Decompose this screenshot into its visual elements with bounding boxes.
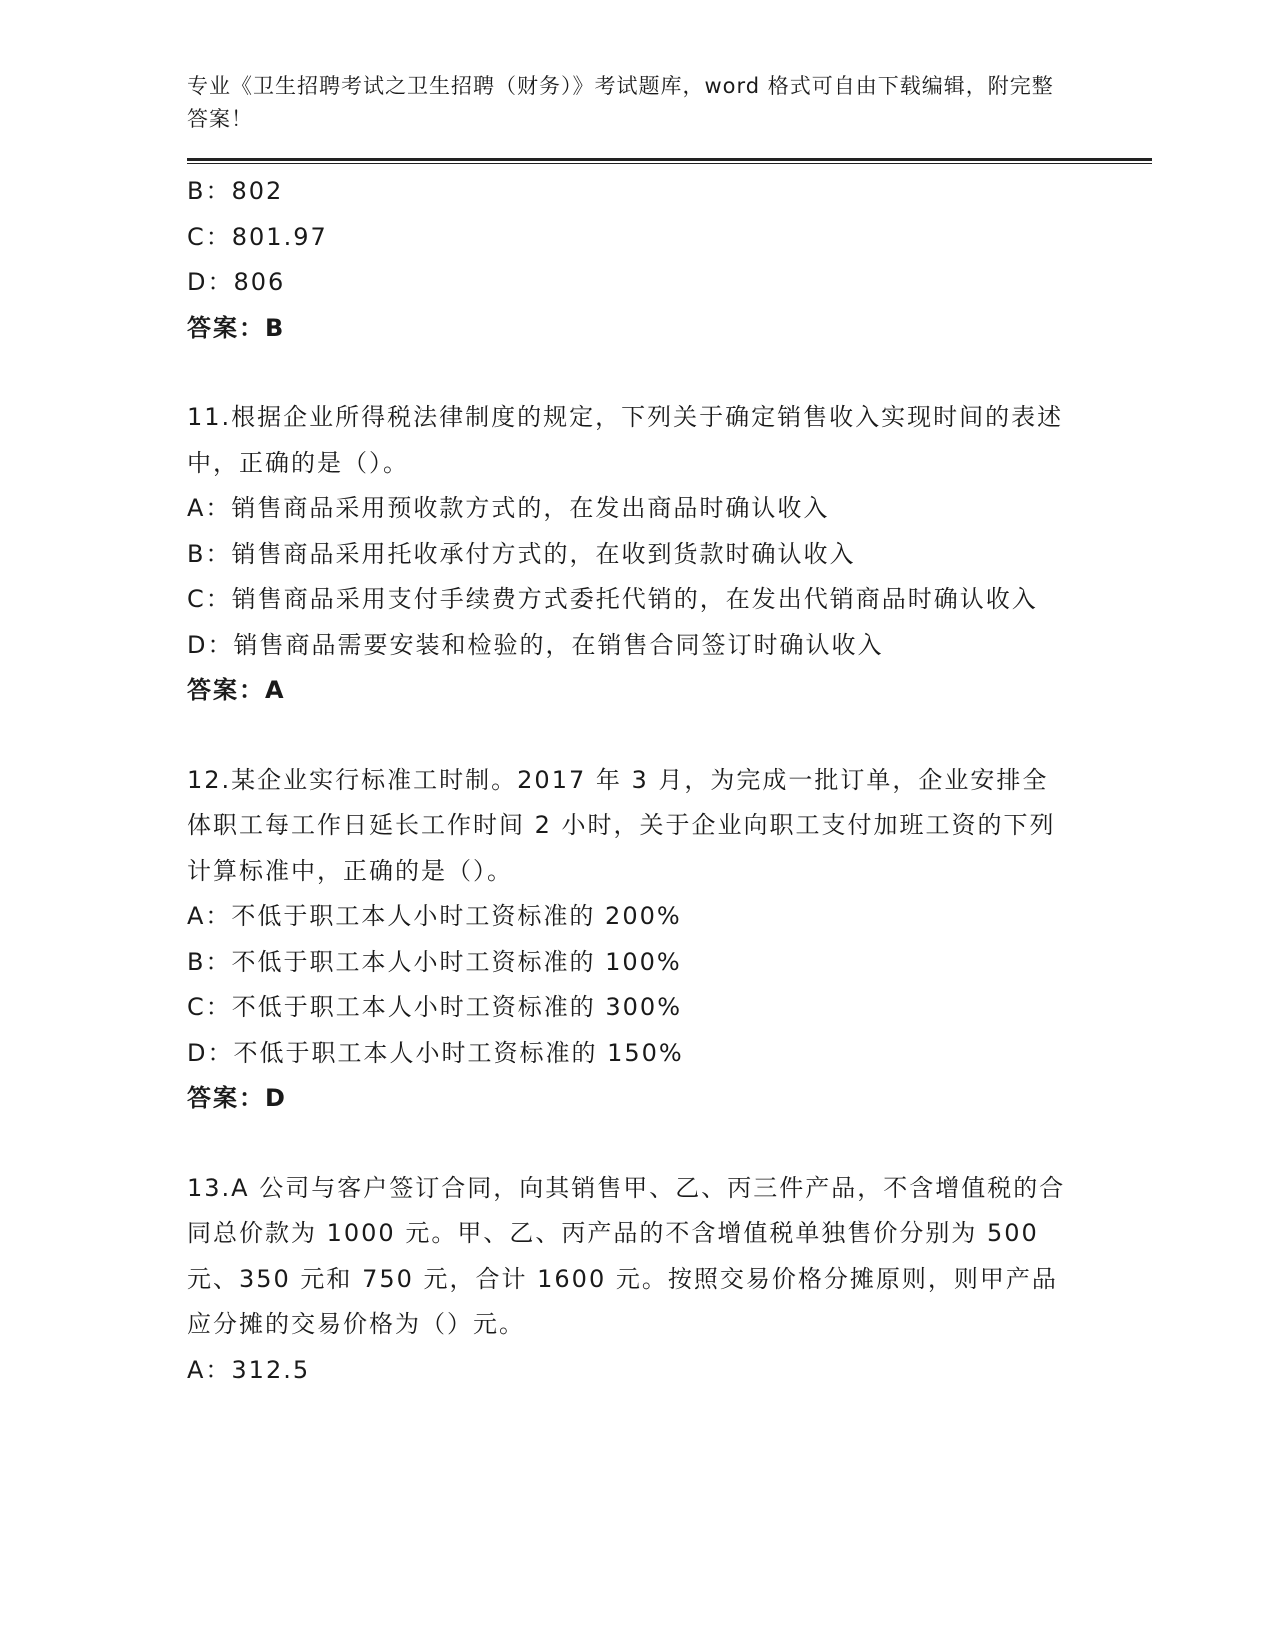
option-b: B：802 — [187, 177, 284, 205]
document-page — [187, 70, 1152, 1393]
option-a: A：312.5 — [187, 1355, 311, 1384]
option-d: D：销售商品需要安装和检验的，在销售合同签订时确认收入 — [187, 630, 884, 659]
question-12 — [187, 758, 1067, 1122]
question-text: 13.A 公司与客户签订合同，向其销售甲、乙、丙三件产品，不含增值税的合同总价款为 1000 元。甲、乙、丙产品的不含增值税单独售价分别为 500 元、350 元和 750 元，合计 1600 元。按照交易价格分摊原则，则甲产品应分摊的交易价格为（）元。 — [187, 1173, 1066, 1338]
option-c: C：销售商品采用支付手续费方式委托代销的，在发出代销商品时确认收入 — [187, 585, 1038, 613]
document-content — [187, 169, 1152, 1393]
answer-line: 答案：B — [187, 313, 286, 342]
previous-question-tail — [187, 169, 1152, 351]
option-d: D：806 — [187, 268, 286, 296]
answer-line: 答案：D — [187, 1084, 287, 1112]
answer-line: 答案：A — [187, 676, 286, 704]
option-b: B：不低于职工本人小时工资标准的 100% — [187, 947, 682, 976]
question-13 — [187, 1166, 1067, 1394]
option-a: A：不低于职工本人小时工资标准的 200% — [187, 902, 682, 930]
question-text: 11.根据企业所得税法律制度的规定，下列关于确定销售收入实现时间的表述中，正确的是（）。 — [187, 403, 1064, 477]
option-b: B：销售商品采用托收承付方式的，在收到货款时确认收入 — [187, 539, 856, 568]
option-a: A：销售商品采用预收款方式的，在发出商品时确认收入 — [187, 494, 830, 522]
option-d: D：不低于职工本人小时工资标准的 150% — [187, 1038, 684, 1067]
header-divider — [187, 158, 1152, 161]
option-c: C：801.97 — [187, 222, 328, 251]
question-text: 12.某企业实行标准工时制。2017 年 3 月，为完成一批订单，企业安排全体职工每工作日延长工作时间 2 小时，关于企业向职工支付加班工资的下列计算标准中，正确的是（）。 — [187, 765, 1056, 885]
option-c: C：不低于职工本人小时工资标准的 300% — [187, 993, 682, 1021]
question-11 — [187, 395, 1067, 714]
document-header: 专业《卫生招聘考试之卫生招聘（财务）》考试题库，word 格式可自由下载编辑，附完整答案！ — [187, 74, 1054, 131]
